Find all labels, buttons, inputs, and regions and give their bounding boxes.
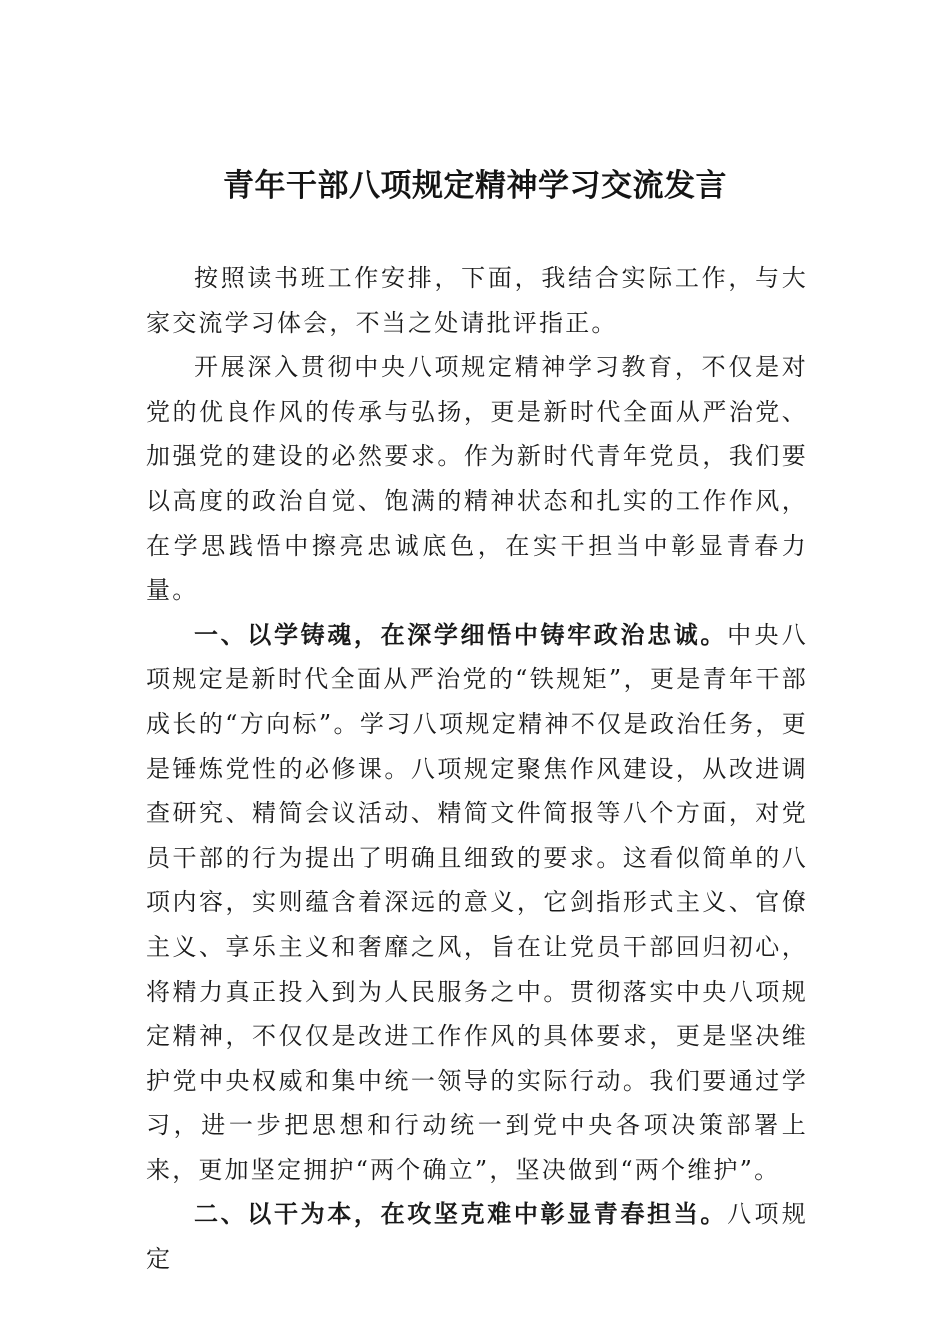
paragraph-section-one [146,613,808,1193]
paragraph-background [146,345,808,613]
section-heading: 二、以干为本，在攻坚克难中彰显青春担当。 [194,1200,728,1229]
paragraph-section-two [146,1192,808,1281]
paragraph-text: 八项规定 [146,1200,809,1274]
document-title: 青年干部八项规定精神学习交流发言 [223,168,727,204]
section-heading: 一、以学铸魂，在深学细悟中铸牢政治忠诚。 [194,620,728,649]
paragraph-text: 开展深入贯彻中央八项规定精神学习教育，不仅是对党的优良作风的传承与弘扬，更是新时代全面从严治党、加强党的建设的必然要求。作为新时代青年党员，我们要以高度的政治自觉、饱满的精神状态和扎实的工作作风，在学思践悟中擦亮忠诚底色，在实干担当中彰显青春力量。 [146,353,808,605]
paragraph-text: 中央八项规定是新时代全面从严治党的“铁规矩”，更是青年干部成长的“方向标”。学习八项规定精神不仅是政治任务，更是锤炼党性的必修课。八项规定聚焦作风建设，从改进调查研究、精简会议活动、精简文件简报等八个方面，对党员干部的行为提出了明确且细致的要求。这看似简单的八项内容，实则蕴含着深远的意义，它剑指形式主义、官僚主义、享乐主义和奢靡之风，旨在让党员干部回归初心，将精力真正投入到为人民服务之中。贯彻落实中央八项规定精神，不仅仅是改进工作作风的具体要求，更是坚决维护党中央权威和集中统一领导的实际行动。我们要通过学习，进一步把思想和行动统一到党中央各项决策部署上来，更加坚定拥护“两个确立”，坚决做到“两个维护”。 [146,620,809,1184]
paragraph-intro [146,256,808,345]
document-body [146,256,808,1282]
paragraph-text: 按照读书班工作安排，下面，我结合实际工作，与大家交流学习体会，不当之处请批评指正。 [146,264,808,337]
